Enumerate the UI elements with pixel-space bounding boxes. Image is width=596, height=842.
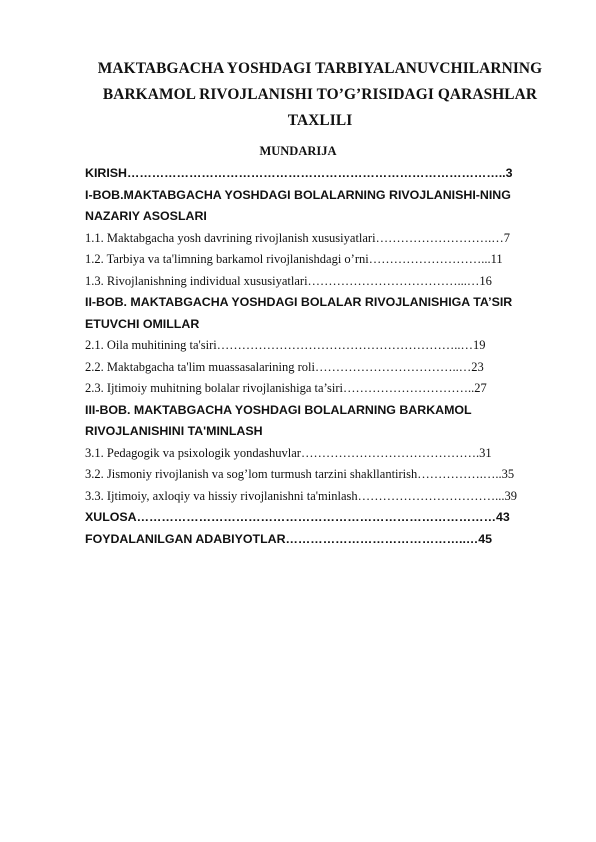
toc-chapter-1-heading: I-BOB.MAKTABGACHA YOSHDAGI BOLALARNING RIVOJLANISHI-NING NAZARIY ASOSLARI xyxy=(85,187,511,223)
document-title xyxy=(80,56,560,134)
contents-heading: MUNDARIJA xyxy=(259,144,337,158)
toc-chapter-3-heading: III-BOB. MAKTABGACHA YOSHDAGI BOLALARNING BARKAMOL RIVOJLANISHINI TA'MINLASH xyxy=(85,402,472,438)
toc-entry-3-2: 3.2. Jismoniy rivojlanish va sog’lom turmush tarzini shakllantirish…………….…..35 xyxy=(85,467,515,481)
toc-entry-2-3: 2.3. Ijtimoiy muhitning bolalar rivojlanishiga ta’siri…………………………..27 xyxy=(85,381,487,395)
toc-entry-3-3: 3.3. Ijtimoiy, axloqiy va hissiy rivojlanishni ta'minlash……………………………...39 xyxy=(85,488,517,503)
toc-entry-references: FOYDALANILGAN ADABIYOTLAR……………………………………..…45 xyxy=(85,531,493,546)
toc-entry-2-2: 2.2. Maktabgacha ta'lim muassasalarining roli……………………………..…23 xyxy=(85,359,484,374)
toc-entry-1-1: 1.1. Maktabgacha yosh davrining rivojlanish xususiyatlari……………………….…7 xyxy=(85,230,510,245)
toc-entry-conclusion: XULOSA……………………………………………………………………………43 xyxy=(85,510,510,524)
table-of-contents xyxy=(85,163,560,550)
toc-entry-1-3: 1.3. Rivojlanishning individual xususiyatlari………………………………...…16 xyxy=(85,273,492,288)
title-line: BARKAMOL RIVOJLANISHI TO’G’RISIDAGI QARASHLAR xyxy=(102,86,538,103)
toc-chapter-2-heading: II-BOB. MAKTABGACHA YOSHDAGI BOLALAR RIVOJLANISHIGA TA’SIR ETUVCHI OMILLAR xyxy=(85,295,513,331)
title-line: TAXLILI xyxy=(287,112,353,129)
toc-entry-1-2: 1.2. Tarbiya va ta'limning barkamol rivojlanishdagi o’rni………………………...11 xyxy=(85,252,503,266)
toc-entry-3-1: 3.1. Pedagogik va psixologik yondashuvlar…………………………………….31 xyxy=(85,445,492,460)
title-line: MAKTABGACHA YOSHDAGI TARBIYALANUVCHILARNING xyxy=(97,60,543,77)
toc-entry-2-1: 2.1. Oila muhitining ta'siri…………………………………………………..…19 xyxy=(85,338,486,352)
toc-entry-introduction: KIRISH………………………………………………………………………………..3 xyxy=(85,166,513,180)
